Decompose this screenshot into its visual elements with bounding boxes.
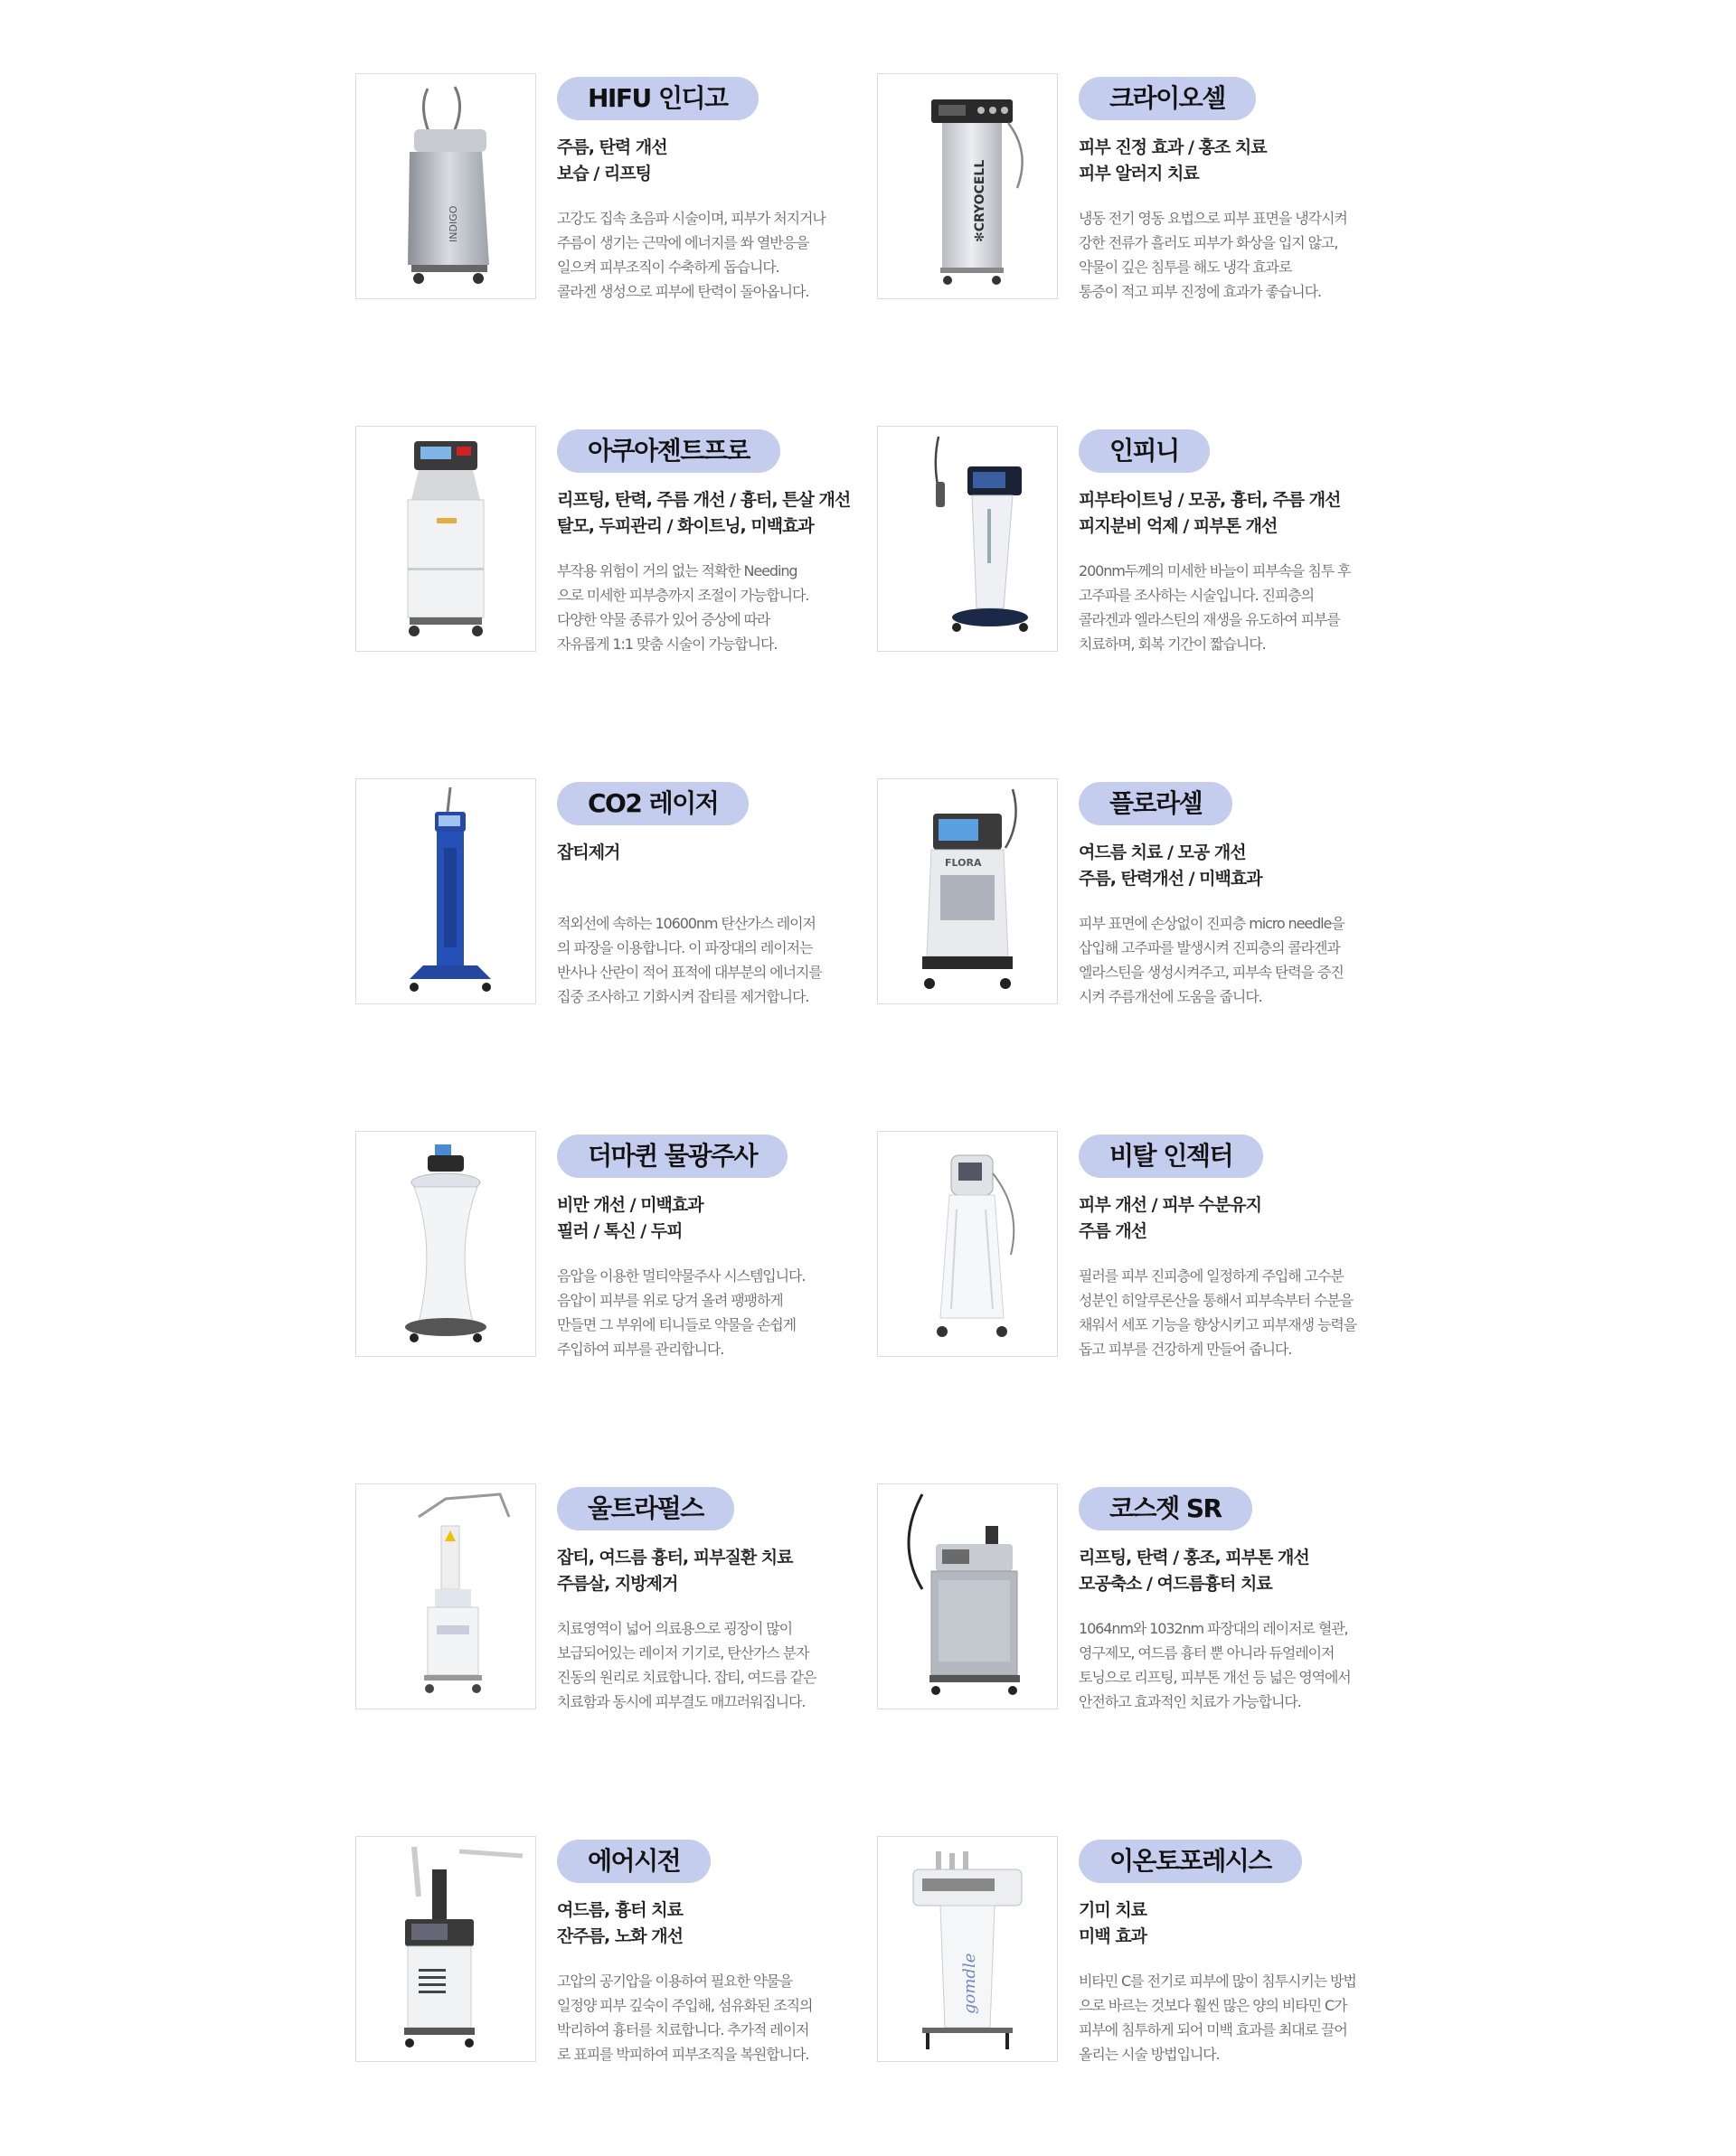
- device-description: 고압의 공기압을 이용하여 필요한 약물을 일정양 피부 깊숙이 주입해, 섬유화된 조직의 박리하여 흉터를 치료합니다. 추가적 레이저 로 표피를 박피하여 피부조직을 복원합니다.: [557, 1972, 813, 2063]
- device-photo: [355, 1836, 536, 2062]
- device-card-dermaqueen: [355, 1131, 850, 1357]
- device-tags: 여드름, 흉터 치료 잔주름, 노화 개선: [557, 1900, 683, 1946]
- floracell-device-image: [886, 785, 1049, 998]
- co2-laser-device-image: [364, 785, 527, 998]
- device-photo: [877, 778, 1058, 1004]
- device-description: 비타민 C를 전기로 피부에 많이 침투시키는 방법 으로 바르는 것보다 훨씬 많은 양의 비타민 C가 피부에 침투하게 되어 미백 효과를 최대로 끌어 올리는 시술 방법입니다.: [1079, 1972, 1356, 2063]
- device-description: 치료영역이 넓어 의료용으로 굉장이 많이 보급되어있는 레이저 기기로, 탄산가스 분자 진동의 원리로 치료합니다. 잡티, 여드름 같은 치료함과 동시에 피부결도 매끄러워집니다.: [557, 1620, 816, 1710]
- device-photo: [877, 1131, 1058, 1357]
- device-card-cosjet-sr: [877, 1483, 1372, 1709]
- device-card-ultrapulse: [355, 1483, 850, 1709]
- device-title: HIFU 인디고: [557, 77, 759, 120]
- device-title: 더마퀸 물광주사: [557, 1134, 788, 1178]
- device-info: [557, 77, 855, 304]
- device-card-infini: [877, 426, 1372, 652]
- device-title: 이온토포레시스: [1079, 1840, 1302, 1883]
- device-title: 플로라셀: [1079, 782, 1232, 825]
- device-tags: 기미 치료 미백 효과: [1079, 1900, 1147, 1946]
- device-info: [1079, 429, 1377, 656]
- device-title: 울트라펄스: [557, 1487, 734, 1530]
- vital-injector-device-image: [886, 1137, 1049, 1351]
- device-card-airjection: [355, 1836, 850, 2062]
- device-card-co2-laser: [355, 778, 850, 1004]
- iontophoresis-brand-text: gomdle: [960, 1953, 979, 2014]
- device-title: 비탈 인젝터: [1079, 1134, 1263, 1178]
- device-photo: [877, 1483, 1058, 1709]
- device-photo: [355, 1483, 536, 1709]
- device-info: [1079, 782, 1377, 1009]
- device-info: [557, 1487, 855, 1714]
- dermaqueen-device-image: [364, 1137, 527, 1351]
- device-photo: [877, 73, 1058, 299]
- device-title: 에어시전: [557, 1840, 711, 1883]
- device-photo: [355, 73, 536, 299]
- device-photo: [355, 1131, 536, 1357]
- device-description: 음압을 이용한 멀티약물주사 시스템입니다. 음압이 피부를 위로 당겨 올려 팽팽하게 만들면 그 부위에 티니들로 약물을 손쉽게 주입하여 피부를 관리합니다.: [557, 1267, 806, 1358]
- device-photo: [355, 778, 536, 1004]
- aquagent-device-image: [364, 432, 527, 645]
- device-tags: 피부 개선 / 피부 수분유지 주름 개선: [1079, 1195, 1261, 1241]
- cosjet-sr-device-image: [886, 1490, 1049, 1703]
- iontophoresis-device-image: [886, 1842, 1049, 2056]
- device-tags: 잡티, 여드름 흉터, 피부질환 치료 주름살, 지방제거: [557, 1548, 793, 1594]
- device-tags: 리프팅, 탄력 / 홍조, 피부톤 개선 모공축소 / 여드름흉터 치료: [1079, 1548, 1309, 1594]
- floracell-brand-text: FLORA: [945, 857, 982, 869]
- cryocell-brand-text: ✻CRYOCELL: [973, 159, 987, 242]
- hifu-device-image: [364, 80, 527, 293]
- device-tags: 리프팅, 탄력, 주름 개선 / 흉터, 튼살 개선 탈모, 두피관리 / 화이트닝, 미백효과: [557, 490, 851, 536]
- device-card-floracell: [877, 778, 1372, 1004]
- device-title: 인피니: [1079, 429, 1210, 473]
- device-tags: 피부 진정 효과 / 홍조 치료 피부 알러지 치료: [1079, 137, 1267, 184]
- device-card-vital-injector: [877, 1131, 1372, 1357]
- device-info: [557, 782, 855, 1009]
- airjection-device-image: [364, 1842, 527, 2056]
- device-tags: 주름, 탄력 개선 보습 / 리프팅: [557, 137, 667, 184]
- device-tags: 비만 개선 / 미백효과 필러 / 톡신 / 두피: [557, 1195, 703, 1241]
- device-title: 아쿠아젠트프로: [557, 429, 780, 473]
- device-info: [1079, 77, 1377, 304]
- device-card-aquagent-pro: [355, 426, 850, 652]
- hifu-brand-text: INDIGO: [448, 205, 459, 242]
- device-title: CO2 레이저: [557, 782, 749, 825]
- device-info: [1079, 1134, 1377, 1361]
- device-description: 피부 표면에 손상없이 진피층 micro needle을 삽입해 고주파를 발생시켜 진피층의 콜라겐과 엘라스틴을 생성시켜주고, 피부속 탄력을 증진 시켜 주름개선에 도움을 줍니다.: [1079, 915, 1344, 1005]
- device-grid: [355, 73, 1372, 2062]
- device-card-iontophoresis: [877, 1836, 1372, 2062]
- device-tags: 피부타이트닝 / 모공, 흉터, 주름 개선 피지분비 억제 / 피부톤 개선: [1079, 490, 1341, 536]
- device-title: 크라이오셀: [1079, 77, 1256, 120]
- device-description: 필러를 피부 진피층에 일정하게 주입해 고수분 성분인 히알루론산을 통해서 피부속부터 수분을 채워서 세포 기능을 향상시키고 피부재생 능력을 돕고 피부를 건강하게 만들어 줍니다.: [1079, 1267, 1357, 1358]
- cryocell-device-image: [886, 80, 1049, 293]
- device-info: [557, 1840, 855, 2067]
- device-description: 냉동 전기 영동 요법으로 피부 표면을 냉각시켜 강한 전류가 흘러도 피부가 화상을 입지 않고, 약물이 깊은 침투를 해도 냉각 효과로 통증이 적고 피부 진정에 효과가 좋습니다.: [1079, 210, 1347, 300]
- device-description: 적외선에 속하는 10600nm 탄산가스 레이저 의 파장을 이용합니다. 이 파장대의 레이저는 반사나 산란이 적어 표적에 대부분의 에너지를 집중 조사하고 기화시켜 잡티를 제거합니다.: [557, 915, 822, 1005]
- device-info: [557, 429, 855, 656]
- device-description: 고강도 집속 초음파 시술이며, 피부가 처지거나 주름이 생기는 근막에 에너지를 쏴 열반응을 일으켜 피부조직이 수축하게 돕습니다. 콜라겐 생성으로 피부에 탄력이 돌아옵니다.: [557, 210, 826, 300]
- ultrapulse-device-image: [364, 1490, 527, 1703]
- device-photo: [877, 1836, 1058, 2062]
- infini-device-image: [886, 432, 1049, 645]
- device-description: 1064nm와 1032nm 파장대의 레이저로 혈관, 영구제모, 여드름 흉터 뿐 아니라 듀얼레이저 토닝으로 리프팅, 피부톤 개선 등 넓은 영역에서 안전하고 효과적인 치료가 가능합니다.: [1079, 1620, 1351, 1710]
- device-info: [1079, 1840, 1377, 2067]
- device-description: 200nm두께의 미세한 바늘이 피부속을 침투 후 고주파를 조사하는 시술입니다. 진피층의 콜라겐과 엘라스틴의 재생을 유도하여 피부를 치료하며, 회복 기간이 짧습니다.: [1079, 562, 1351, 653]
- device-info: [1079, 1487, 1377, 1714]
- device-title: 코스젯 SR: [1079, 1487, 1252, 1530]
- device-tags: 잡티제거: [557, 843, 620, 862]
- device-photo: [355, 426, 536, 652]
- device-photo: [877, 426, 1058, 652]
- device-description: 부작용 위험이 거의 없는 적확한 Needing 으로 미세한 피부층까지 조절이 가능합니다. 다양한 약물 종류가 있어 증상에 따라 자유롭게 1:1 맞춤 시술이 가능합니다.: [557, 562, 809, 653]
- device-card-hifu: [355, 73, 850, 299]
- device-info: [557, 1134, 855, 1361]
- device-tags: 여드름 치료 / 모공 개선 주름, 탄력개선 / 미백효과: [1079, 843, 1262, 889]
- device-card-cryocell: [877, 73, 1372, 299]
